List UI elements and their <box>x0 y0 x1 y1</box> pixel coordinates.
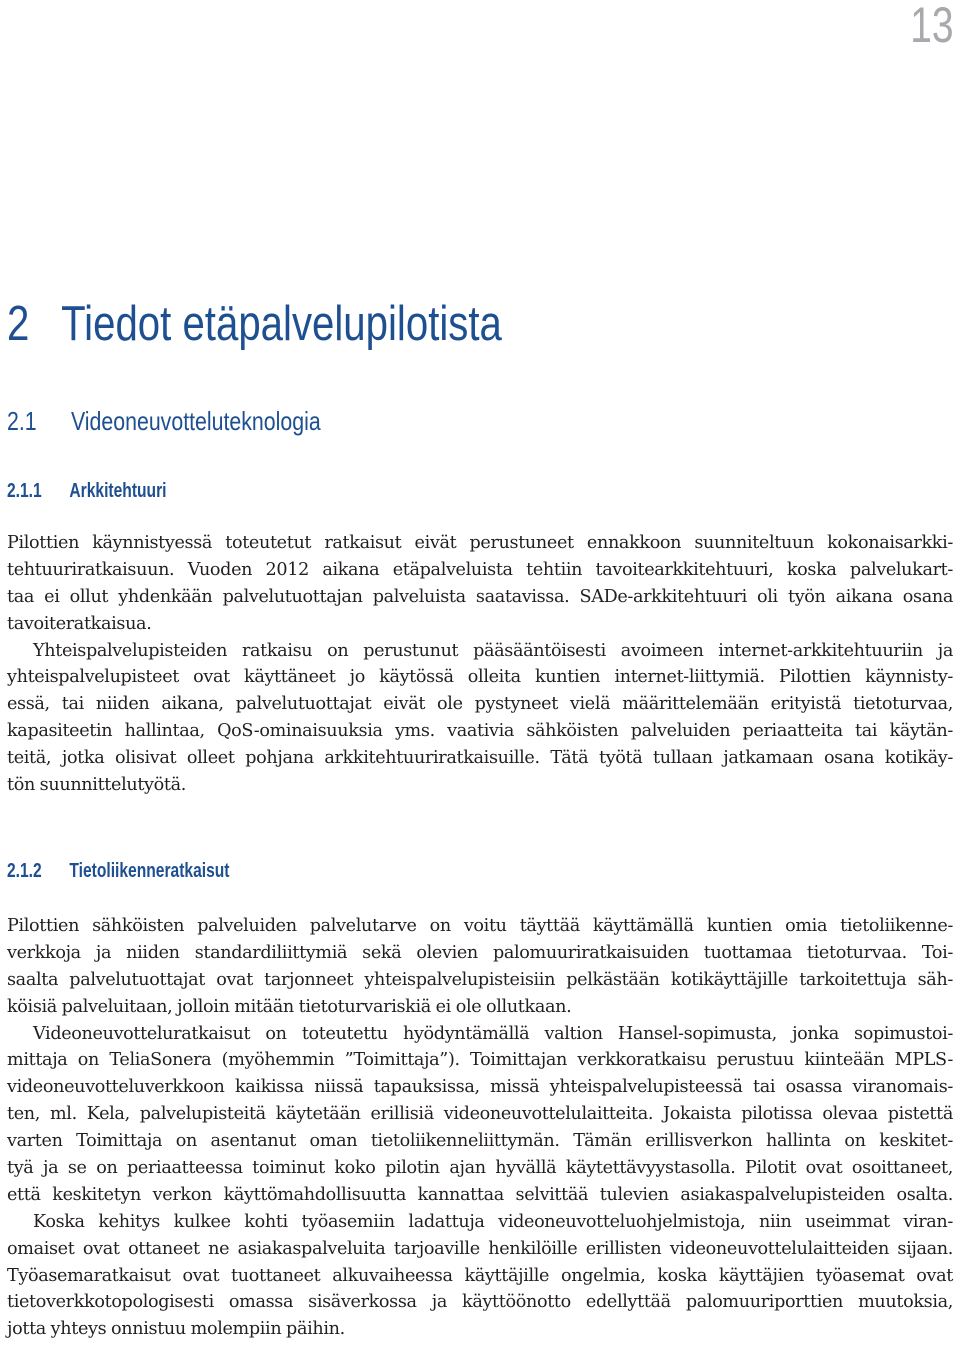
text-line: mittaja on TeliaSonera (myöhemmin ”Toimittaja”). Toimittajan verkkoratkaisu perustuu kiinteään MPLS- <box>7 1050 953 1071</box>
text-line: tön suunnittelutyötä. <box>7 775 186 796</box>
text-line: saalta palvelutuottajat ovat tarjonneet yhteispalvelupisteisiin pelkästään kotikäyttäjille tarkoitettuja säh- <box>7 969 953 990</box>
text-line: varten Toimittaja on asentanut oman tietoliikenneliittymän. Tämän erillisverkon hallinta on keskitet- <box>7 1131 953 1152</box>
text-line: Pilottien käynnistyessä toteutetut ratkaisut eivät perustuneet ennakkoon suunniteltuun kokonaisarkki- <box>7 533 953 553</box>
text-line: ten, ml. Kela, palvelupisteitä käytetään erillisiä videoneuvottelulaitteita. Jokaista pilotissa olevaa pistettä <box>7 1104 953 1125</box>
text-line: verkkoja ja niiden standardiliittymiä sekä olevien palomuuriratkaisuiden tuottamaa tietoturvaa. Toi- <box>7 942 953 963</box>
text-line: Koska kehitys kulkee kohti työasemiin ladattuja videoneuvotteluohjelmistoja, niin useimmat viran- <box>33 1211 953 1232</box>
text-line: essä, tai niiden aikana, palvelutuottajat eivät ole pystyneet vielä määrittelemään erityistä tietoturvaa, <box>7 694 953 715</box>
text-line: tietoverkkotopologisesti omassa sisäverkossa ja käyttöönotto edellyttää palomuuriporttien muutoksia, <box>7 1292 953 1313</box>
text-line: taa ei ollut yhdenkään palvelutuottajan palveluista saatavissa. SADe-arkkitehtuuri oli työn aikana osana <box>7 586 953 607</box>
architecture-body <box>7 530 953 799</box>
section-title: Videoneuvotteluteknologia <box>70 406 321 436</box>
text-line: yhteispalvelupisteet ovat käyttäneet jo käytössä olleita kuntien internet-liittymiä. Pilottien käynnisty- <box>7 667 953 688</box>
text-line: tyä ja se on periaatteessa toiminut koko pilotin ajan hyvällä käytettävyystasolla. Pilotit ovat osoittaneet, <box>7 1158 953 1179</box>
chapter-title: Tiedot etäpalvelupilotista <box>61 297 502 351</box>
text-line: omaiset ovat ottaneet ne asiakaspalveluita tarjoaville henkilöille erillisten videoneuvottelulaitteiden sijaan. <box>7 1238 953 1259</box>
text-line: teitä, jotka olisivat olleet pohjana arkkitehtuuriratkaisuille. Tätä työtä tullaan jatkamaan osana kotikäy- <box>7 748 953 769</box>
section-heading <box>7 405 321 437</box>
text-line: Pilottien sähköisten palveluiden palvelutarve on voitu täyttää käyttämällä kuntien omia tietoliikenne- <box>7 916 953 936</box>
text-line: kapasiteetin hallintaa, QoS-ominaisuuksia yms. vaativia sähköisten palveluiden periaatteita tai käytän- <box>7 721 953 742</box>
text-line: jotta yhteys onnistuu molempiin päihin. <box>7 1319 345 1340</box>
text-line: köisiä palveluitaan, jolloin mitään tietoturvariskiä ei ole ollutkaan. <box>7 996 572 1017</box>
subsection-number: 2.1.1 <box>7 480 42 502</box>
text-line: että keskitetyn verkon käyttömahdollisuutta kannattaa selvittää tulevien asiakaspalvelupisteiden osalta. <box>7 1184 953 1205</box>
chapter-heading <box>7 296 502 352</box>
section-number: 2.1 <box>7 406 37 436</box>
subsection-heading-telecom <box>7 858 230 884</box>
subsection-number: 2.1.2 <box>7 860 42 882</box>
text-line: Työasemaratkaisut ovat tuottaneet alkuvaiheessa käyttäjille ongelmia, koska käyttäjien työasemat ovat <box>7 1265 953 1286</box>
text-line: tavoiteratkaisua. <box>7 613 152 634</box>
text-line: Videoneuvotteluratkaisut on toteutettu hyödyntämällä valtion Hansel-sopimusta, jonka sopimustoi- <box>33 1023 953 1044</box>
chapter-number: 2 <box>7 297 30 351</box>
page-number: 13 <box>910 0 954 53</box>
subsection-heading-architecture <box>7 478 166 504</box>
text-line: tehtuuriratkaisuun. Vuoden 2012 aikana etäpalveluista tehtiin tavoitearkkitehtuuri, koska palvelukart- <box>7 559 953 580</box>
telecom-body <box>7 913 953 1343</box>
subsection-title: Tietoliikenneratkaisut <box>69 860 230 882</box>
text-line: Yhteispalvelupisteiden ratkaisu on perustunut pääsääntöisesti avoimeen internet-arkkitehtuuriin ja <box>33 640 953 661</box>
subsection-title: Arkkitehtuuri <box>69 480 167 502</box>
text-line: videoneuvotteluverkkoon kaikissa niissä tapauksissa, missä yhteispalvelupisteessä tai osassa viranomais- <box>7 1077 953 1098</box>
